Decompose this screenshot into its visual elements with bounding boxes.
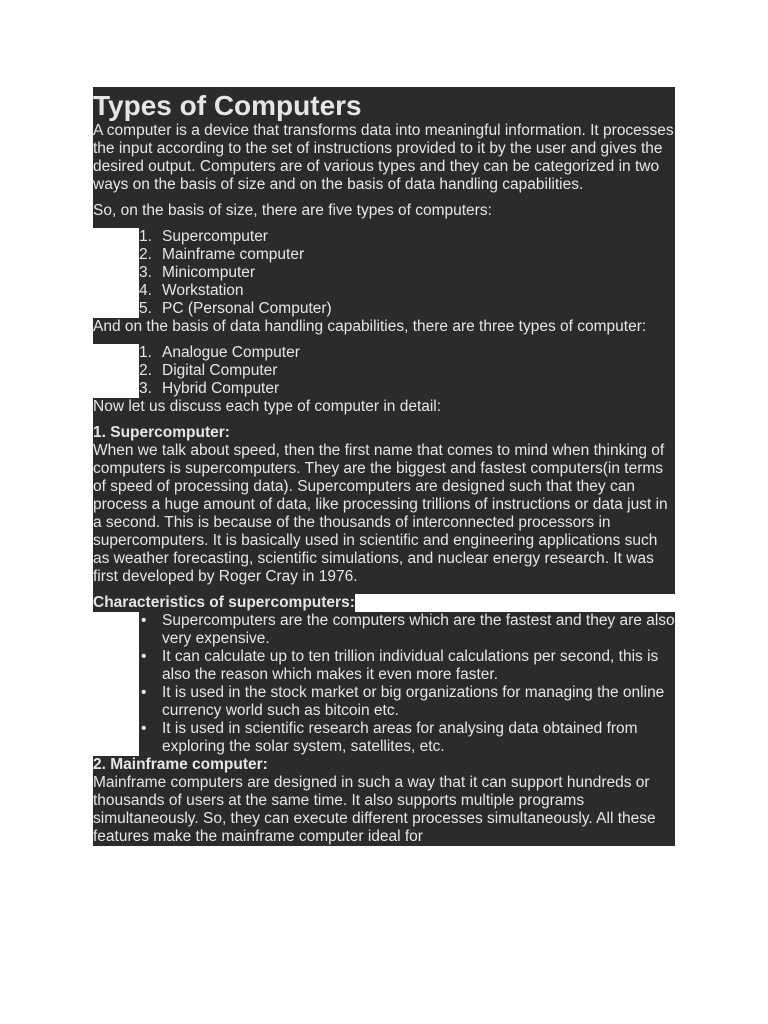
data-list [93, 344, 675, 398]
supercomputer-paragraph: When we talk about speed, then the first name that comes to mind when thinking of computers is supercomputers. They are the biggest and fastest computers(in terms of speed of processing data). Supercomputers are designed such that they can process a huge amount of data, like processing trillions of instructions or data just in a second. This is because of the thousands of interconnected processors in supercomputers. It is basically used in scientific and engineering applications such as weather forecasting, scientific simulations, and nuclear energy research. It was first developed by Roger Cray in 1976. [93, 442, 668, 585]
list-item: • It is used in scientific research areas for analysing data obtained from exploring the solar system, satellites, etc. [141, 720, 638, 755]
size-list [93, 228, 675, 318]
mainframe-paragraph: Mainframe computers are designed in such a way that it can support hundreds or thousands of users at the same time. It also supports multiple programs simultaneously. So, they can execute different processes simultaneously. All these features make the mainframe computer ideal for [93, 774, 656, 845]
characteristics-heading: Characteristics of supercomputers: [93, 594, 355, 611]
list-item: • Supercomputers are the computers which are the fastest and they are also very expensive. [141, 612, 675, 647]
data-intro-paragraph: And on the basis of data handling capabilities, there are three types of computer: [93, 318, 647, 335]
list-item: 1. Analogue Computer [139, 344, 300, 361]
title-block [93, 87, 675, 228]
list-item: 4. Workstation [139, 282, 244, 299]
mainframe-section [93, 756, 675, 846]
intro-paragraph: A computer is a device that transforms data into meaningful information. It processes the input according to the set of instructions provided to it by the user and gives the desired output. Computers are of various types and they can be categorized in two ways on the basis of size and on the basis of data handling capabilities. [93, 122, 674, 193]
mainframe-heading: 2. Mainframe computer: [93, 756, 268, 773]
list-item: 3. Minicomputer [139, 264, 256, 281]
supercomputer-section [93, 398, 675, 594]
document-page [93, 87, 675, 914]
characteristics-list [93, 612, 675, 756]
list-item: 1. Supercomputer [139, 228, 268, 245]
size-intro-paragraph: So, on the basis of size, there are five types of computers: [93, 202, 492, 219]
list-item: 2. Digital Computer [139, 362, 278, 379]
list-item: 2. Mainframe computer [139, 246, 305, 263]
page-title: Types of Computers [93, 90, 362, 121]
data-intro-block [93, 318, 675, 344]
list-item: • It is used in the stock market or big organizations for managing the online currency world such as bitcoin etc. [141, 684, 665, 719]
supercomputer-heading: 1. Supercomputer: [93, 424, 230, 441]
list-item: 3. Hybrid Computer [139, 380, 280, 397]
detail-intro-paragraph: Now let us discuss each type of computer in detail: [93, 398, 442, 415]
list-item: • It can calculate up to ten trillion individual calculations per second, this is also the reason which makes it even more faster. [141, 648, 659, 683]
list-item: 5. PC (Personal Computer) [139, 300, 332, 317]
